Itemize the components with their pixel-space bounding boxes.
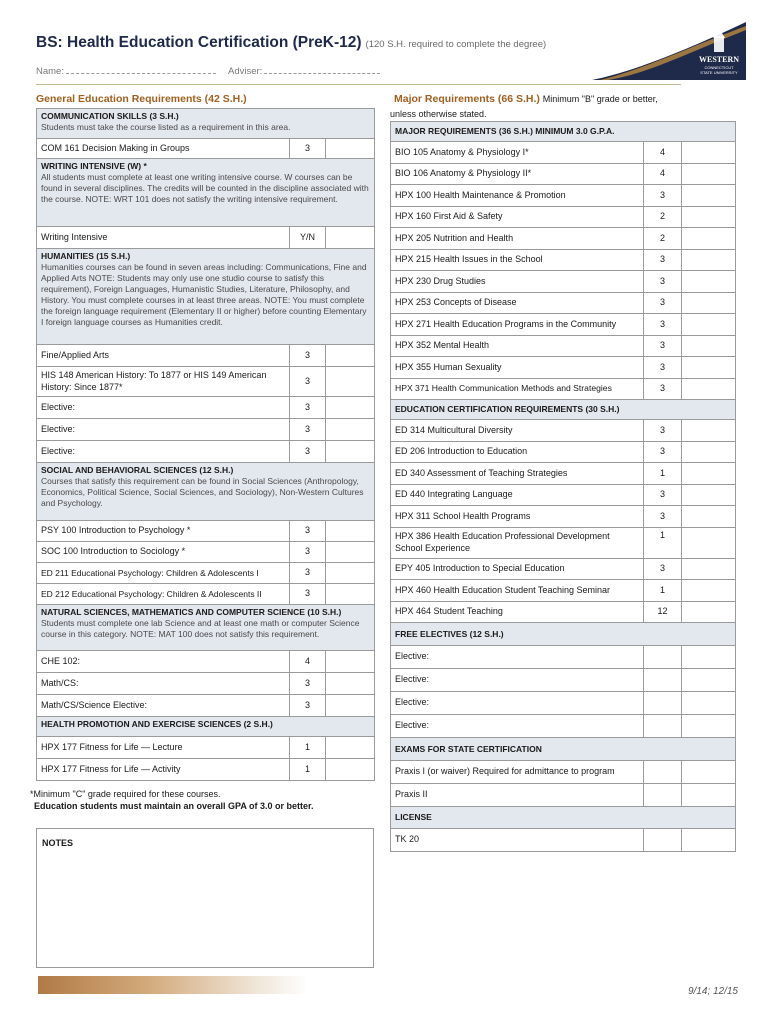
course-name: ED 314 Multicultural Diversity — [391, 420, 644, 442]
course-credits: 1 — [644, 463, 682, 485]
grade-cell[interactable] — [682, 163, 736, 185]
course-credits: 3 — [290, 695, 326, 717]
course-credits: 3 — [644, 271, 682, 293]
table-row — [391, 314, 736, 336]
table-row — [391, 484, 736, 506]
course-credits: 3 — [290, 521, 326, 542]
name-line[interactable] — [66, 66, 216, 74]
grade-cell[interactable] — [326, 584, 375, 605]
humanities-header — [37, 249, 375, 345]
grade-cell[interactable] — [682, 420, 736, 442]
table-row — [391, 692, 736, 715]
course-name: SOC 100 Introduction to Sociology * — [37, 542, 290, 563]
table-row — [391, 761, 736, 784]
comm-skills-header — [37, 109, 375, 139]
course-name: HPX 352 Mental Health — [391, 335, 644, 357]
table-row — [37, 397, 375, 419]
grade-cell[interactable] — [682, 601, 736, 623]
grade-cell[interactable] — [682, 271, 736, 293]
grade-cell[interactable] — [682, 646, 736, 669]
name-adviser-row — [36, 66, 380, 77]
grade-cell[interactable] — [326, 542, 375, 563]
table-row — [391, 527, 736, 558]
course-credits: 3 — [290, 441, 326, 463]
table-row — [391, 441, 736, 463]
grade-cell[interactable] — [326, 673, 375, 695]
name-label: Name: — [36, 66, 64, 77]
course-credits: 3 — [290, 419, 326, 441]
course-name: HPX 460 Health Education Student Teaching Seminar — [391, 580, 644, 602]
table-row — [37, 563, 375, 584]
grade-cell[interactable] — [326, 441, 375, 463]
grade-cell[interactable] — [326, 521, 375, 542]
course-name: HPX 177 Fitness for Life — Lecture — [37, 737, 290, 759]
grade-cell[interactable] — [682, 527, 736, 558]
table-row — [391, 646, 736, 669]
logo-text-line3: STATE UNIVERSITY — [700, 70, 738, 75]
comm-skills-title: COMMUNICATION SKILLS (3 S.H.) — [41, 111, 179, 121]
course-credits: 3 — [644, 335, 682, 357]
course-name: HPX 160 First Aid & Safety — [391, 206, 644, 228]
course-name: Math/CS/Science Elective: — [37, 695, 290, 717]
adviser-label: Adviser: — [227, 66, 263, 77]
university-logo — [592, 22, 746, 80]
license-credits[interactable] — [644, 829, 682, 852]
grade-cell[interactable] — [326, 737, 375, 759]
grade-cell[interactable] — [326, 345, 375, 367]
course-credits: 3 — [644, 292, 682, 314]
table-row — [391, 163, 736, 185]
hpe-header — [37, 717, 375, 737]
course-credits: 3 — [290, 397, 326, 419]
table-row — [391, 228, 736, 250]
free-electives-header: FREE ELECTIVES (12 S.H.) — [391, 623, 736, 646]
grade-cell[interactable] — [326, 651, 375, 673]
min-grade-note: *Minimum "C" grade required for these courses. — [30, 789, 221, 799]
major-title-text: Major Requirements (66 S.H.) — [394, 93, 540, 105]
course-name: HPX 464 Student Teaching — [391, 601, 644, 623]
grade-cell[interactable] — [326, 695, 375, 717]
course-credits: Y/N — [290, 227, 326, 249]
course-credits: 3 — [290, 563, 326, 584]
course-credits: 3 — [644, 558, 682, 580]
notes-box[interactable] — [36, 828, 374, 968]
writing-title: WRITING INTENSIVE (W) * — [41, 161, 147, 171]
course-name: ED 340 Assessment of Teaching Strategies — [391, 463, 644, 485]
table-row — [37, 737, 375, 759]
exam-name: Praxis II — [391, 784, 644, 807]
grade-cell[interactable] — [326, 419, 375, 441]
table-row — [391, 378, 736, 400]
course-credits: 3 — [290, 345, 326, 367]
course-name: HPX 230 Drug Studies — [391, 271, 644, 293]
table-row — [37, 367, 375, 397]
course-name: ED 206 Introduction to Education — [391, 441, 644, 463]
course-name: HPX 215 Health Issues in the School — [391, 249, 644, 271]
course-name: BIO 106 Anatomy & Physiology II* — [391, 163, 644, 185]
course-name: CHE 102: — [37, 651, 290, 673]
course-credits: 1 — [290, 737, 326, 759]
general-ed-title: General Education Requirements (42 S.H.) — [36, 93, 247, 105]
table-row — [391, 558, 736, 580]
title-subtitle: (120 S.H. required to complete the degree) — [365, 39, 547, 50]
grade-cell[interactable] — [682, 692, 736, 715]
course-credits: 4 — [644, 163, 682, 185]
license-header: LICENSE — [391, 807, 736, 829]
course-credits: 1 — [644, 527, 682, 558]
table-row — [391, 506, 736, 528]
table-row — [391, 292, 736, 314]
page-title — [36, 34, 546, 52]
table-row — [37, 673, 375, 695]
course-name: HPX 311 School Health Programs — [391, 506, 644, 528]
grade-cell[interactable] — [326, 563, 375, 584]
exam-name: Praxis I (or waiver) Required for admittance to program — [391, 761, 644, 784]
course-name: HPX 100 Health Maintenance & Promotion — [391, 185, 644, 207]
grade-cell[interactable] — [326, 227, 375, 249]
table-row — [391, 420, 736, 442]
course-credits: 3 — [290, 584, 326, 605]
table-row — [391, 142, 736, 164]
writing-header — [37, 159, 375, 227]
course-credits: 3 — [644, 484, 682, 506]
grade-cell[interactable] — [682, 441, 736, 463]
table-row — [37, 419, 375, 441]
course-name: HPX 371 Health Communication Methods and Strategies — [391, 378, 644, 400]
grade-cell[interactable] — [682, 829, 736, 852]
natural-header — [37, 605, 375, 651]
course-credits[interactable] — [644, 715, 682, 738]
grade-cell[interactable] — [682, 506, 736, 528]
grade-cell[interactable] — [682, 249, 736, 271]
grade-cell[interactable] — [326, 367, 375, 397]
course-credits: 4 — [644, 142, 682, 164]
table-row — [391, 784, 736, 807]
exam-credits[interactable] — [644, 761, 682, 784]
logo-text-line2: CONNECTICUT — [704, 65, 734, 70]
table-row — [391, 669, 736, 692]
major-title-note2: unless otherwise stated. — [390, 109, 487, 119]
grade-cell[interactable] — [682, 784, 736, 807]
table-row — [37, 521, 375, 542]
major-req-header: MAJOR REQUIREMENTS (36 S.H.) MINIMUM 3.0 G.P.A. — [391, 122, 736, 142]
table-row — [37, 139, 375, 159]
course-credits: 4 — [290, 651, 326, 673]
course-credits[interactable] — [644, 669, 682, 692]
table-row — [391, 829, 736, 852]
exams-header: EXAMS FOR STATE CERTIFICATION — [391, 738, 736, 761]
course-name: HPX 205 Nutrition and Health — [391, 228, 644, 250]
exam-credits[interactable] — [644, 784, 682, 807]
course-credits: 3 — [644, 441, 682, 463]
grade-cell[interactable] — [326, 759, 375, 781]
course-name: Math/CS: — [37, 673, 290, 695]
grade-cell[interactable] — [682, 185, 736, 207]
footer-bar — [38, 976, 308, 994]
course-credits: 3 — [644, 506, 682, 528]
course-credits: 3 — [644, 420, 682, 442]
grade-cell[interactable] — [682, 580, 736, 602]
grade-cell[interactable] — [682, 484, 736, 506]
course-name: Elective: — [37, 441, 290, 463]
edu-cert-header: EDUCATION CERTIFICATION REQUIREMENTS (30 S.H.) — [391, 400, 736, 420]
table-row — [391, 715, 736, 738]
table-row — [391, 206, 736, 228]
table-row — [37, 584, 375, 605]
course-name: PSY 100 Introduction to Psychology * — [37, 521, 290, 542]
table-row — [391, 185, 736, 207]
header-rule — [36, 84, 681, 85]
course-name: COM 161 Decision Making in Groups — [37, 139, 290, 159]
grade-cell[interactable] — [326, 139, 375, 159]
grade-cell[interactable] — [682, 228, 736, 250]
grade-cell[interactable] — [682, 335, 736, 357]
grade-cell[interactable] — [682, 669, 736, 692]
course-credits[interactable] — [644, 692, 682, 715]
title-text: BS: Health Education Certification (PreK-12) — [36, 34, 362, 51]
adviser-line[interactable] — [264, 66, 380, 74]
course-name: Elective: — [391, 669, 644, 692]
grade-cell[interactable] — [682, 463, 736, 485]
course-name: HPX 177 Fitness for Life — Activity — [37, 759, 290, 781]
course-name: Elective: — [37, 419, 290, 441]
table-row — [391, 335, 736, 357]
course-credits: 3 — [290, 673, 326, 695]
left-footnotes — [30, 788, 314, 812]
table-row — [37, 542, 375, 563]
course-name: HPX 271 Health Education Programs in the Community — [391, 314, 644, 336]
course-credits: 2 — [644, 206, 682, 228]
course-name: ED 440 Integrating Language — [391, 484, 644, 506]
social-desc: Courses that satisfy this requirement can be found in Social Sciences (Anthropology, Economics, Political Science, Social Sciences, and Sociology), Non-Western Cultures and Psychology. — [41, 475, 364, 508]
natural-desc: Students must complete one lab Science and at least one math or computer Science course in this category. NOTE: MAT 100 does not satisfy this requirement. — [41, 617, 360, 639]
table-row — [37, 759, 375, 781]
course-name: HPX 355 Human Sexuality — [391, 357, 644, 379]
course-credits: 1 — [644, 580, 682, 602]
major-title — [394, 93, 658, 105]
table-row — [391, 463, 736, 485]
humanities-desc: Humanities courses can be found in seven areas including: Communications, Fine and Applied Arts NOTE: Students may only use one studio course to satisfy this requirement), Foreign Languages, Humanistic Studies, Literature, Philosophy, and History. You must complete courses in at least three areas. NOTE: You must complete the foreign language requirement (Elementary II or higher) before counting Elementary I foreign language courses as Humanities credit. — [41, 261, 367, 327]
course-name: Writing Intensive — [37, 227, 290, 249]
comm-skills-desc: Students must take the course listed as a requirement in this area. — [41, 121, 291, 132]
table-row — [37, 651, 375, 673]
course-credits: 12 — [644, 601, 682, 623]
course-credits[interactable] — [644, 646, 682, 669]
social-header — [37, 463, 375, 521]
course-credits: 1 — [290, 759, 326, 781]
course-credits: 3 — [644, 249, 682, 271]
course-credits: 3 — [644, 314, 682, 336]
table-row — [391, 601, 736, 623]
table-row — [37, 345, 375, 367]
course-name: Elective: — [391, 646, 644, 669]
course-name: ED 211 Educational Psychology: Children & Adolescents I — [37, 563, 290, 584]
course-name: Elective: — [37, 397, 290, 419]
course-name: HIS 148 American History: To 1877 or HIS 149 American History: Since 1877* — [37, 367, 290, 397]
grade-cell[interactable] — [682, 761, 736, 784]
hpe-title: HEALTH PROMOTION AND EXERCISE SCIENCES (2 S.H.) — [41, 719, 273, 729]
grade-cell[interactable] — [682, 142, 736, 164]
course-name: EPY 405 Introduction to Special Education — [391, 558, 644, 580]
major-title-note: Minimum "B" grade or better, — [542, 94, 658, 104]
course-credits: 3 — [644, 378, 682, 400]
writing-desc: All students must complete at least one writing intensive course. W courses can be found in several disciplines. The credits will be counted in the discipline associated with the course. NOTE: WRT 101 does not satisfy the writing intensive requirement. — [41, 171, 369, 204]
grade-cell[interactable] — [682, 378, 736, 400]
course-credits: 3 — [290, 367, 326, 397]
course-credits: 3 — [290, 542, 326, 563]
course-name: Elective: — [391, 692, 644, 715]
course-credits: 3 — [644, 185, 682, 207]
table-row — [391, 249, 736, 271]
course-name: ED 212 Educational Psychology: Children & Adolescents II — [37, 584, 290, 605]
logo-text-line1: WESTERN — [698, 55, 740, 64]
grade-cell[interactable] — [682, 558, 736, 580]
course-name: HPX 253 Concepts of Disease — [391, 292, 644, 314]
course-credits: 3 — [290, 139, 326, 159]
page-header — [36, 34, 546, 52]
grade-cell[interactable] — [682, 357, 736, 379]
course-name: Elective: — [391, 715, 644, 738]
table-row — [391, 357, 736, 379]
revision-date: 9/14; 12/15 — [687, 986, 738, 997]
notes-label: NOTES — [42, 838, 74, 848]
grade-cell[interactable] — [682, 314, 736, 336]
grade-cell[interactable] — [682, 206, 736, 228]
general-ed-table — [36, 108, 375, 781]
grade-cell[interactable] — [682, 292, 736, 314]
social-title: SOCIAL AND BEHAVIORAL SCIENCES (12 S.H.) — [41, 465, 234, 475]
table-row — [37, 227, 375, 249]
table-row — [37, 695, 375, 717]
course-name: BIO 105 Anatomy & Physiology I* — [391, 142, 644, 164]
course-credits: 2 — [644, 228, 682, 250]
course-name: HPX 386 Health Education Professional Development School Experience — [391, 527, 644, 558]
major-table — [390, 121, 736, 852]
table-row — [391, 580, 736, 602]
gpa-note: Education students must maintain an overall GPA of 3.0 or better. — [34, 801, 314, 812]
table-row — [391, 271, 736, 293]
grade-cell[interactable] — [682, 715, 736, 738]
course-credits: 3 — [644, 357, 682, 379]
table-row — [37, 441, 375, 463]
humanities-title: HUMANITIES (15 S.H.) — [41, 251, 131, 261]
natural-title: NATURAL SCIENCES, MATHEMATICS AND COMPUTER SCIENCE (10 S.H.) — [41, 607, 342, 617]
license-name: TK 20 — [391, 829, 644, 852]
course-name: Fine/Applied Arts — [37, 345, 290, 367]
grade-cell[interactable] — [326, 397, 375, 419]
